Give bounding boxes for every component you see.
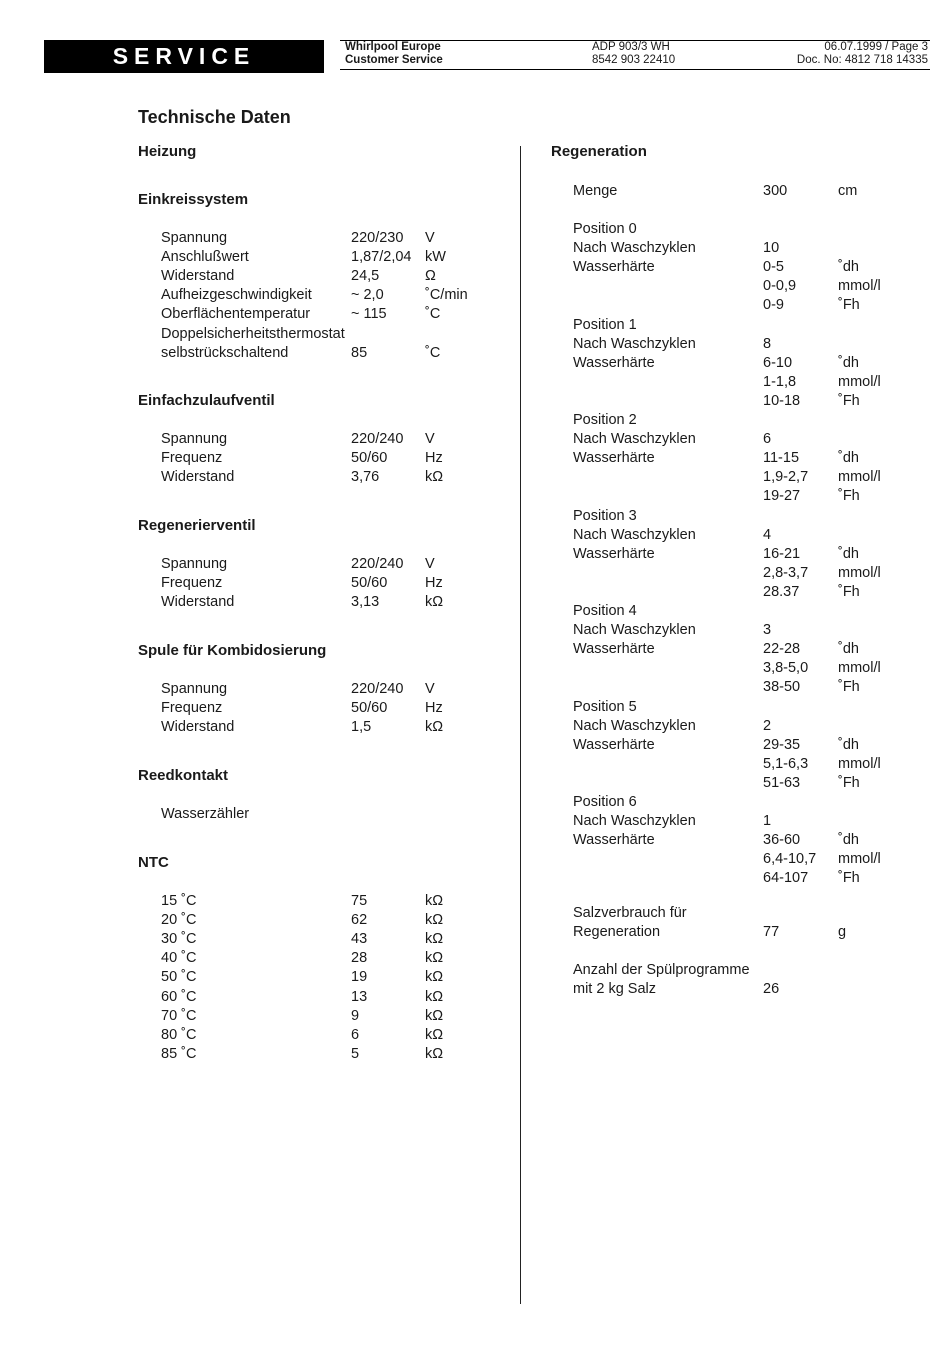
spec-value: ~ 115 <box>351 306 387 323</box>
cycles-value: 6 <box>763 431 772 448</box>
spec-value: 3,76 <box>351 469 380 486</box>
spec-value: 50/60 <box>351 700 388 717</box>
section-spule: Spule für Kombidosierung <box>138 642 327 659</box>
spec-value: 50/60 <box>351 575 388 592</box>
anzahl-value: 26 <box>763 981 780 997</box>
spec-value: 9 <box>351 1007 360 1024</box>
hardness-value: 64-107 <box>763 870 809 887</box>
cycles-label: Nach Waschzyklen <box>573 717 696 734</box>
date-page: 06.07.1999 / Page 3 <box>824 41 928 53</box>
cycles-label: Nach Waschzyklen <box>573 813 696 830</box>
cycles-value: 1 <box>763 813 772 830</box>
salz-unit: g <box>838 924 847 940</box>
anzahl-label-1: Anzahl der Spülprogramme <box>573 962 750 978</box>
spec-unit: kΩ <box>425 950 444 967</box>
hardness-value: 28.37 <box>763 583 800 600</box>
hardness-label: Wasserhärte <box>573 832 655 849</box>
hardness-unit: mmol/l <box>838 564 881 581</box>
spec-value: 28 <box>351 950 368 967</box>
spec-value: 220/240 <box>351 556 404 572</box>
hardness-unit: mmol/l <box>838 755 881 772</box>
hardness-unit: mmol/l <box>838 851 881 868</box>
spec-unit: ˚C/min <box>425 287 468 304</box>
hardness-unit: mmol/l <box>838 660 881 677</box>
hardness-unit: mmol/l <box>838 469 881 486</box>
hardness-value: 16-21 <box>763 545 801 562</box>
spec-label: Frequenz <box>161 575 223 592</box>
spec-unit: kΩ <box>425 1007 444 1024</box>
hardness-value: 19-27 <box>763 488 801 505</box>
column-divider <box>520 146 521 1304</box>
hardness-unit: ˚dh <box>838 641 859 658</box>
spec-label: Doppelsicherheitsthermostat <box>161 325 345 342</box>
spec-label: 60 ˚C <box>161 988 197 1005</box>
hardness-value: 38-50 <box>763 679 801 696</box>
spec-label: Widerstand <box>161 268 235 285</box>
menge-unit: cm <box>838 183 858 199</box>
spec-label: Spannung <box>161 681 228 697</box>
spec-unit: kΩ <box>425 469 444 486</box>
spec-unit: kΩ <box>425 719 444 736</box>
header-rule-bottom <box>340 69 930 70</box>
menge-value: 300 <box>763 183 788 199</box>
hardness-value: 3,8-5,0 <box>763 660 809 677</box>
spec-label: Anschlußwert <box>161 249 249 266</box>
hardness-unit: ˚Fh <box>838 297 860 314</box>
hardness-value: 10-18 <box>763 392 801 409</box>
hardness-unit: ˚dh <box>838 832 859 849</box>
hardness-value: 2,8-3,7 <box>763 564 809 581</box>
spec-label: 30 ˚C <box>161 931 197 948</box>
spec-unit: kΩ <box>425 988 444 1005</box>
spec-value: 1,87/2,04 <box>351 249 412 266</box>
hardness-value: 6,4-10,7 <box>763 851 817 868</box>
spec-label: Frequenz <box>161 450 223 467</box>
cycles-value: 3 <box>763 622 772 639</box>
hardness-unit: ˚Fh <box>838 870 860 887</box>
hardness-label: Wasserhärte <box>573 545 655 562</box>
hardness-value: 22-28 <box>763 641 801 658</box>
model-number: 8542 903 22410 <box>592 54 676 66</box>
spec-value: 62 <box>351 912 368 929</box>
spec-value: 1,5 <box>351 719 372 736</box>
spec-unit: kΩ <box>425 912 444 929</box>
spec-value: 75 <box>351 893 368 909</box>
spec-value: 43 <box>351 931 368 948</box>
hardness-label: Wasserhärte <box>573 354 655 371</box>
hardness-label: Wasserhärte <box>573 641 655 658</box>
hardness-unit: mmol/l <box>838 373 881 390</box>
hardness-value: 36-60 <box>763 832 801 849</box>
salz-label-1: Salzverbrauch für <box>573 905 687 921</box>
spec-label: Aufheizgeschwindigkeit <box>161 287 312 304</box>
cycles-label: Nach Waschzyklen <box>573 526 696 543</box>
spec-value: ~ 2,0 <box>351 287 384 304</box>
position-name: Position 0 <box>573 221 637 237</box>
spec-value: 24,5 <box>351 268 380 285</box>
hardness-unit: ˚Fh <box>838 488 860 505</box>
spec-value: 85 <box>351 344 368 361</box>
spec-unit: kW <box>425 249 446 266</box>
spec-value: 220/240 <box>351 431 404 447</box>
position-name: Position 4 <box>573 603 637 619</box>
service-logo <box>44 40 324 73</box>
menge-label: Menge <box>573 183 618 199</box>
cycles-value: 8 <box>763 335 772 352</box>
spec-label: 85 ˚C <box>161 1045 197 1062</box>
hardness-label: Wasserhärte <box>573 736 655 753</box>
spec-value: 220/240 <box>351 681 404 697</box>
hardness-value: 0-0,9 <box>763 278 797 295</box>
spec-unit: ˚C <box>425 306 441 323</box>
company-department: Customer Service <box>345 54 443 66</box>
position-name: Position 2 <box>573 412 637 428</box>
section-reedkontakt: Reedkontakt <box>138 767 229 784</box>
hardness-value: 0-9 <box>763 297 784 314</box>
spec-label: Oberflächentemperatur <box>161 306 311 323</box>
hardness-value: 29-35 <box>763 736 801 753</box>
hardness-unit: ˚Fh <box>838 392 860 409</box>
hardness-label: Wasserhärte <box>573 259 655 276</box>
hardness-unit: ˚dh <box>838 354 859 371</box>
cycles-value: 4 <box>763 526 772 543</box>
spec-label: 70 ˚C <box>161 1007 197 1024</box>
section-heizung: Heizung <box>138 143 197 160</box>
spec-value: 6 <box>351 1026 360 1043</box>
spec-label: 15 ˚C <box>161 893 197 909</box>
spec-label: 40 ˚C <box>161 950 197 967</box>
spec-unit: V <box>425 230 435 246</box>
spec-label: Wasserzähler <box>161 806 250 822</box>
hardness-unit: ˚Fh <box>838 774 860 791</box>
spec-unit: Hz <box>425 575 443 592</box>
salz-label-2: Regeneration <box>573 924 661 940</box>
spec-unit: Hz <box>425 700 443 717</box>
cycles-label: Nach Waschzyklen <box>573 335 696 352</box>
hardness-value: 1,9-2,7 <box>763 469 809 486</box>
spec-label: 50 ˚C <box>161 969 197 986</box>
cycles-value: 2 <box>763 717 772 734</box>
position-name: Position 5 <box>573 698 637 715</box>
cycles-label: Nach Waschzyklen <box>573 622 696 639</box>
spec-unit: kΩ <box>425 931 444 948</box>
spec-label: Widerstand <box>161 594 235 611</box>
spec-label: Frequenz <box>161 700 223 717</box>
spec-value: 13 <box>351 988 368 1005</box>
cycles-value: 10 <box>763 240 780 257</box>
spec-unit: V <box>425 556 435 572</box>
spec-value: 220/230 <box>351 230 404 246</box>
hardness-value: 6-10 <box>763 354 793 371</box>
spec-unit: V <box>425 431 435 447</box>
spec-unit: kΩ <box>425 893 444 909</box>
spec-label: Spannung <box>161 431 228 447</box>
spec-value: 50/60 <box>351 450 388 467</box>
section-einkreissystem: Einkreissystem <box>138 191 249 208</box>
service-label: SERVICE <box>112 43 256 69</box>
position-name: Position 6 <box>573 794 637 810</box>
spec-label: 20 ˚C <box>161 912 197 929</box>
doc-number: Doc. No: 4812 718 14335 <box>796 54 928 66</box>
spec-label: Widerstand <box>161 469 235 486</box>
spec-unit: kΩ <box>425 969 444 986</box>
spec-label: selbstrückschaltend <box>161 344 289 361</box>
spec-label: 80 ˚C <box>161 1026 197 1043</box>
hardness-unit: ˚dh <box>838 545 859 562</box>
hardness-unit: ˚dh <box>838 736 859 753</box>
spec-label: Spannung <box>161 556 228 572</box>
hardness-unit: ˚Fh <box>838 583 860 600</box>
spec-unit: kΩ <box>425 594 444 611</box>
hardness-label: Wasserhärte <box>573 450 655 467</box>
company-name: Whirlpool Europe <box>345 41 441 53</box>
model-name: ADP 903/3 WH <box>592 41 670 53</box>
section-einfachzulaufventil: Einfachzulaufventil <box>138 392 275 409</box>
position-name: Position 3 <box>573 507 637 524</box>
cycles-label: Nach Waschzyklen <box>573 431 696 448</box>
spec-value: 3,13 <box>351 594 380 611</box>
position-name: Position 1 <box>573 316 637 333</box>
hardness-value: 5,1-6,3 <box>763 755 809 772</box>
page-title: Technische Daten <box>138 107 291 127</box>
spec-label: Spannung <box>161 230 228 246</box>
hardness-value: 1-1,8 <box>763 373 797 390</box>
spec-value: 5 <box>351 1045 360 1062</box>
spec-unit: V <box>425 681 435 697</box>
hardness-unit: ˚dh <box>838 259 859 276</box>
cycles-label: Nach Waschzyklen <box>573 240 696 257</box>
section-regeneration: Regeneration <box>551 143 647 160</box>
hardness-value: 0-5 <box>763 259 784 276</box>
anzahl-label-2: mit 2 kg Salz <box>573 981 656 997</box>
hardness-value: 51-63 <box>763 774 801 791</box>
spec-value: 19 <box>351 969 368 986</box>
section-ntc: NTC <box>138 854 169 871</box>
hardness-unit: ˚dh <box>838 450 859 467</box>
spec-unit: kΩ <box>425 1045 444 1062</box>
spec-unit: Ω <box>425 268 436 285</box>
hardness-value: 11-15 <box>763 450 800 467</box>
salz-value: 77 <box>763 924 780 940</box>
spec-label: Widerstand <box>161 719 235 736</box>
spec-unit: Hz <box>425 450 443 467</box>
hardness-unit: mmol/l <box>838 278 881 295</box>
hardness-unit: ˚Fh <box>838 679 860 696</box>
spec-unit: kΩ <box>425 1026 444 1043</box>
spec-unit: ˚C <box>425 344 441 361</box>
section-regenerierventil: Regenerierventil <box>138 517 256 534</box>
